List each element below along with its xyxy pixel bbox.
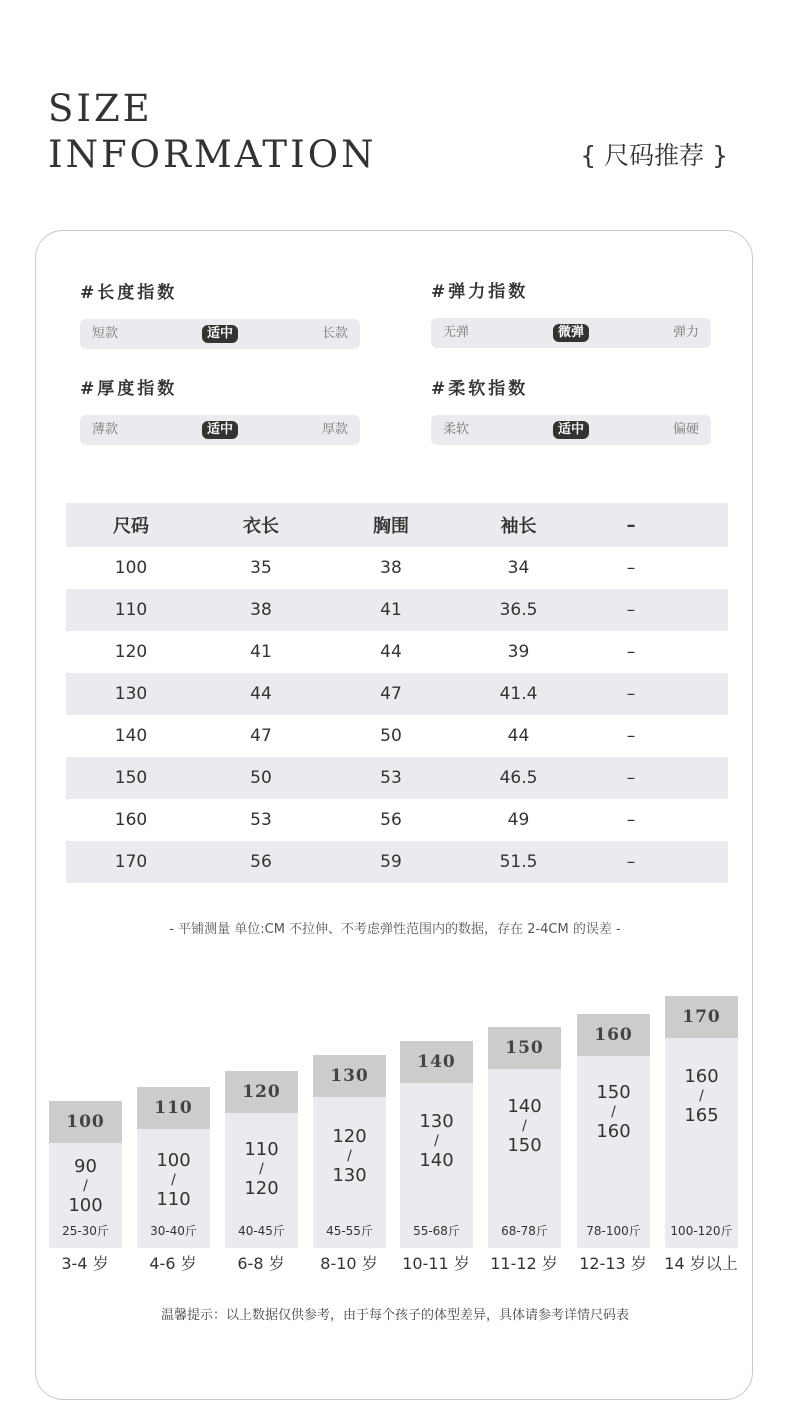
size-guide-size: 150 — [488, 1027, 561, 1069]
size-guide-height-max: 100 — [68, 1195, 103, 1216]
size-guide-age: 4-6 岁 — [149, 1254, 197, 1273]
table-cell: 130 — [114, 684, 148, 704]
page-subtitle: { 尺码推荐 } — [580, 141, 728, 170]
size-guide-bar — [665, 996, 738, 1248]
size-guide-weight: 100-120斤 — [670, 1224, 733, 1238]
table-cell: 44 — [250, 684, 272, 704]
size-guide-weight: 25-30斤 — [62, 1224, 109, 1238]
size-guide-bar — [577, 1014, 650, 1248]
table-cell: 59 — [380, 852, 402, 872]
table-header-cell: 衣长 — [243, 516, 279, 537]
table-cell: 56 — [250, 852, 272, 872]
table-header-cell: – — [626, 514, 636, 536]
table-cell: 36.5 — [499, 600, 538, 620]
table-cell: 46.5 — [499, 768, 538, 788]
size-guide-height-range — [400, 1110, 473, 1172]
elasticity-index-min-label: 无弹 — [443, 325, 470, 340]
thickness-index-selected-label: 适中 — [202, 421, 238, 439]
size-guide-height-min: 160 — [684, 1066, 719, 1087]
table-cell: 140 — [114, 726, 148, 746]
size-guide-height-max: 165 — [684, 1105, 719, 1126]
table-cell: – — [626, 852, 636, 872]
table-cell: – — [626, 600, 636, 620]
table-cell: 49 — [507, 810, 530, 830]
table-cell: 39 — [507, 642, 530, 662]
size-guide-weight: 68-78斤 — [501, 1224, 548, 1238]
size-guide-age: 8-10 岁 — [320, 1254, 378, 1273]
size-guide-height-separator: / — [83, 1178, 88, 1194]
size-guide-height-max: 140 — [419, 1150, 454, 1171]
size-guide-size: 130 — [313, 1055, 386, 1097]
table-cell: 41 — [250, 642, 272, 662]
elasticity-index-title: #弹力指数 — [431, 282, 529, 302]
size-guide-bar — [137, 1087, 210, 1248]
size-guide-height-range — [577, 1081, 650, 1143]
table-cell: 34 — [507, 558, 530, 578]
size-guide-height-separator: / — [522, 1118, 527, 1134]
size-guide-height-min: 100 — [156, 1150, 191, 1171]
size-guide-age: 14 岁以上 — [664, 1254, 738, 1273]
softness-index-title: #柔软指数 — [431, 379, 529, 399]
size-guide-height-min: 110 — [244, 1139, 279, 1160]
size-guide-weight: 40-45斤 — [238, 1224, 285, 1238]
size-guide-height-range — [49, 1155, 122, 1217]
reference-tip: 温馨提示：以上数据仅供参考，由于每个孩子的体型差异，具体请参考详情尺码表 — [160, 1308, 629, 1323]
size-guide-height-min: 120 — [332, 1126, 367, 1147]
table-cell: 38 — [380, 558, 402, 578]
title-line-information: INFORMATION — [48, 133, 377, 176]
elasticity-index-selected-label: 微弹 — [553, 324, 589, 342]
thickness-index-max-label: 厚款 — [321, 422, 348, 437]
size-guide-age: 11-12 岁 — [490, 1254, 558, 1273]
size-guide-height-range — [665, 1065, 738, 1127]
size-guide-height-min: 140 — [507, 1096, 542, 1117]
size-guide-height-range — [313, 1125, 386, 1187]
table-cell: 50 — [380, 726, 402, 746]
table-cell: – — [626, 768, 636, 788]
size-guide-height-separator: / — [434, 1133, 439, 1149]
length-index-min-label: 短款 — [92, 326, 119, 341]
table-header-cell: 袖长 — [500, 516, 537, 537]
table-header-cell: 尺码 — [113, 516, 149, 537]
table-cell: 120 — [114, 642, 148, 662]
size-guide-size: 110 — [137, 1087, 210, 1129]
size-guide-height-separator: / — [347, 1148, 352, 1164]
size-guide-age: 3-4 岁 — [61, 1254, 109, 1273]
size-guide-bar — [488, 1027, 561, 1248]
table-cell: 44 — [507, 726, 530, 746]
table-cell: – — [626, 558, 636, 578]
thickness-index-title: #厚度指数 — [80, 379, 178, 399]
size-guide-size: 160 — [577, 1014, 650, 1056]
thickness-index-min-label: 薄款 — [92, 422, 119, 437]
table-cell: – — [626, 810, 636, 830]
table-cell: 47 — [250, 726, 272, 746]
softness-index-min-label: 柔软 — [443, 422, 470, 437]
table-cell: 47 — [380, 684, 402, 704]
table-cell: 41 — [380, 600, 402, 620]
table-cell: 160 — [114, 810, 148, 830]
table-cell: 44 — [380, 642, 402, 662]
table-cell: 170 — [114, 852, 148, 872]
size-guide-height-separator: / — [611, 1104, 616, 1120]
table-cell: 35 — [250, 558, 272, 578]
size-guide-height-max: 150 — [507, 1135, 542, 1156]
size-guide-height-max: 160 — [596, 1121, 631, 1142]
size-guide-size: 140 — [400, 1041, 473, 1083]
length-index-selected-label: 适中 — [202, 325, 238, 343]
size-guide-weight: 78-100斤 — [586, 1224, 641, 1238]
size-guide-weight: 30-40斤 — [150, 1224, 197, 1238]
size-guide-weight: 45-55斤 — [326, 1224, 373, 1238]
size-guide-size: 170 — [665, 996, 738, 1038]
size-guide-height-max: 120 — [244, 1178, 279, 1199]
table-cell: – — [626, 684, 636, 704]
table-cell: 51.5 — [499, 852, 538, 872]
size-guide-height-separator: / — [171, 1172, 176, 1188]
size-guide-height-range — [137, 1149, 210, 1211]
table-cell: 53 — [250, 810, 272, 830]
size-guide-size: 120 — [225, 1071, 298, 1113]
elasticity-index-max-label: 弹力 — [672, 325, 699, 340]
size-guide-height-range — [225, 1138, 298, 1200]
table-header-cell: 胸围 — [373, 516, 409, 537]
softness-index-max-label: 偏硬 — [672, 422, 699, 437]
size-guide-bar — [49, 1101, 122, 1248]
size-guide-weight: 55-68斤 — [413, 1224, 460, 1238]
size-guide-bar — [400, 1041, 473, 1248]
size-guide-age: 6-8 岁 — [237, 1254, 285, 1273]
table-cell: 100 — [114, 558, 148, 578]
size-guide-height-min: 90 — [74, 1156, 97, 1177]
table-cell: 110 — [114, 600, 148, 620]
title-line-size: SIZE — [48, 87, 153, 130]
size-guide-height-separator: / — [259, 1161, 264, 1177]
size-guide-height-separator: / — [699, 1088, 704, 1104]
length-index-title: #长度指数 — [80, 283, 178, 303]
length-index-max-label: 长款 — [321, 326, 348, 341]
table-cell: – — [626, 642, 636, 662]
table-cell: 50 — [250, 768, 272, 788]
size-guide-bar — [313, 1055, 386, 1248]
table-cell: 41.4 — [499, 684, 538, 704]
table-cell: 150 — [114, 768, 148, 788]
size-guide-height-min: 150 — [596, 1082, 631, 1103]
size-guide-size: 100 — [49, 1101, 122, 1143]
size-guide-age: 10-11 岁 — [402, 1254, 470, 1273]
measurement-note: - 平铺测量 单位:CM 不拉伸、不考虑弹性范围内的数据，存在 2-4CM 的误差 - — [169, 922, 621, 937]
size-guide-height-min: 130 — [419, 1111, 454, 1132]
size-guide-height-range — [488, 1095, 561, 1157]
table-cell: 53 — [380, 768, 402, 788]
softness-index-selected-label: 适中 — [553, 421, 589, 439]
size-guide-height-max: 110 — [156, 1189, 191, 1210]
size-guide-age: 12-13 岁 — [579, 1254, 647, 1273]
size-guide-bar — [225, 1071, 298, 1248]
table-cell: 56 — [380, 810, 402, 830]
size-guide-height-max: 130 — [332, 1165, 367, 1186]
table-cell: – — [626, 726, 636, 746]
table-cell: 38 — [250, 600, 272, 620]
